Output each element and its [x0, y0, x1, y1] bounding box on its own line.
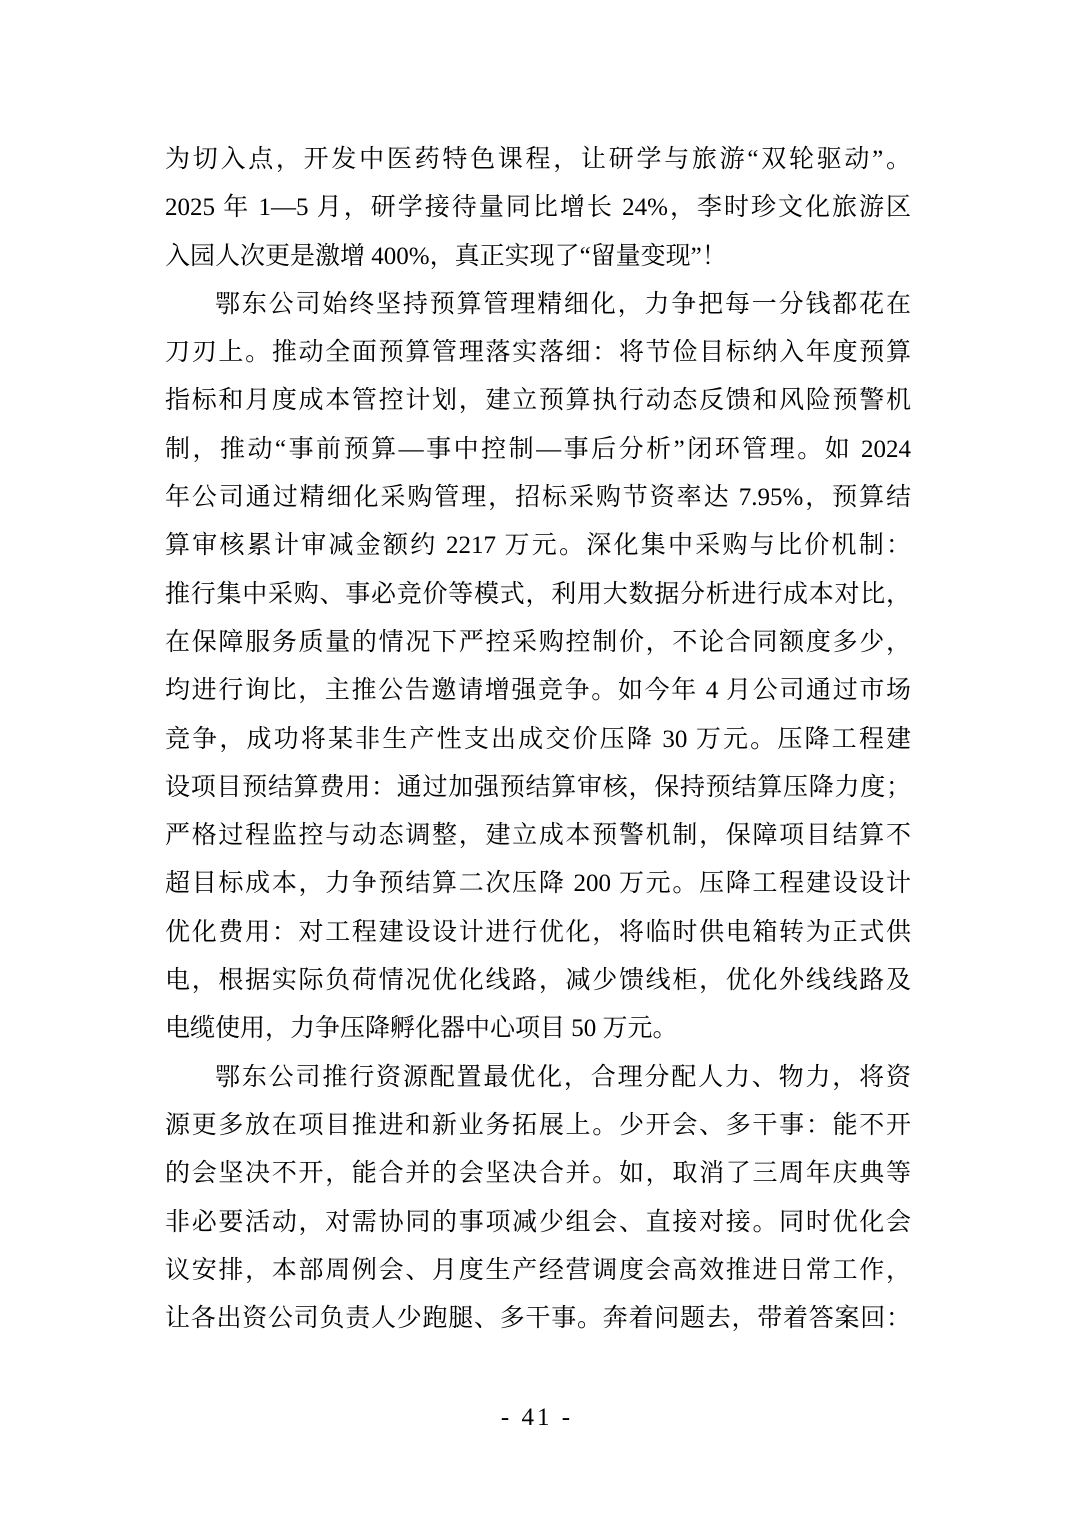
document-body	[165, 136, 911, 1343]
page-footer	[0, 1404, 1074, 1432]
text-line: 入园人次更是激增 400%，真正实现了“留量变现”！	[165, 242, 727, 270]
text-line: 均进行询比，主推公告邀请增强竞争。如今年 4 月公司通过市场	[165, 677, 911, 705]
text-line: 在保障服务质量的情况下严控采购控制价，不论合同额度多少，	[165, 628, 911, 656]
text-line: 为切入点，开发中医药特色课程，让研学与旅游“双轮驱动”。	[165, 146, 911, 173]
text-line: 电，根据实际负荷情况优化线路，减少馈线柜，优化外线线路及	[165, 967, 911, 995]
text-line: 推行集中采购、事必竞价等模式，利用大数据分析进行成本对比，	[165, 580, 911, 608]
text-line: 源更多放在项目推进和新业务拓展上。少开会、多干事：能不开	[165, 1111, 911, 1139]
text-line: 鄂东公司始终坚持预算管理精细化，力争把每一分钱都花在	[215, 290, 911, 318]
text-line: 算审核累计审减金额约 2217 万元。深化集中采购与比价机制：	[165, 532, 911, 560]
text-line: 电缆使用，力争压降孵化器中心项目 50 万元。	[165, 1015, 678, 1043]
text-line: 设项目预结算费用：通过加强预结算审核，保持预结算压降力度；	[165, 773, 911, 801]
text-line: 的会坚决不开，能合并的会坚决合并。如，取消了三周年庆典等	[165, 1160, 911, 1188]
page-number: - 41 -	[500, 1404, 574, 1431]
text-line: 竞争，成功将某非生产性支出成交价压降 30 万元。压降工程建	[165, 725, 911, 753]
text-line: 超目标成本，力争预结算二次压降 200 万元。压降工程建设设计	[165, 870, 911, 898]
text-line: 鄂东公司推行资源配置最优化，合理分配人力、物力，将资	[215, 1063, 911, 1091]
text-line: 2025 年 1—5 月，研学接待量同比增长 24%，李时珍文化旅游区	[165, 194, 911, 222]
text-line: 非必要活动，对需协同的事项减少组会、直接对接。同时优化会	[165, 1208, 911, 1236]
text-line: 让各出资公司负责人少跑腿、多干事。奔着问题去，带着答案回：	[165, 1305, 911, 1333]
text-line: 刀刃上。推动全面预算管理落实落细：将节俭目标纳入年度预算	[165, 339, 911, 367]
text-line: 制，推动“事前预算—事中控制—事后分析”闭环管理。如 2024	[165, 435, 911, 463]
text-line: 年公司通过精细化采购管理，招标采购节资率达 7.95%，预算结	[165, 484, 911, 512]
text-line: 严格过程监控与动态调整，建立成本预警机制，保障项目结算不	[165, 822, 911, 850]
text-line: 优化费用：对工程建设设计进行优化，将临时供电箱转为正式供	[165, 918, 911, 946]
text-line: 议安排，本部周例会、月度生产经营调度会高效推进日常工作，	[165, 1256, 911, 1284]
text-line: 指标和月度成本管控计划，建立预算执行动态反馈和风险预警机	[165, 387, 911, 415]
